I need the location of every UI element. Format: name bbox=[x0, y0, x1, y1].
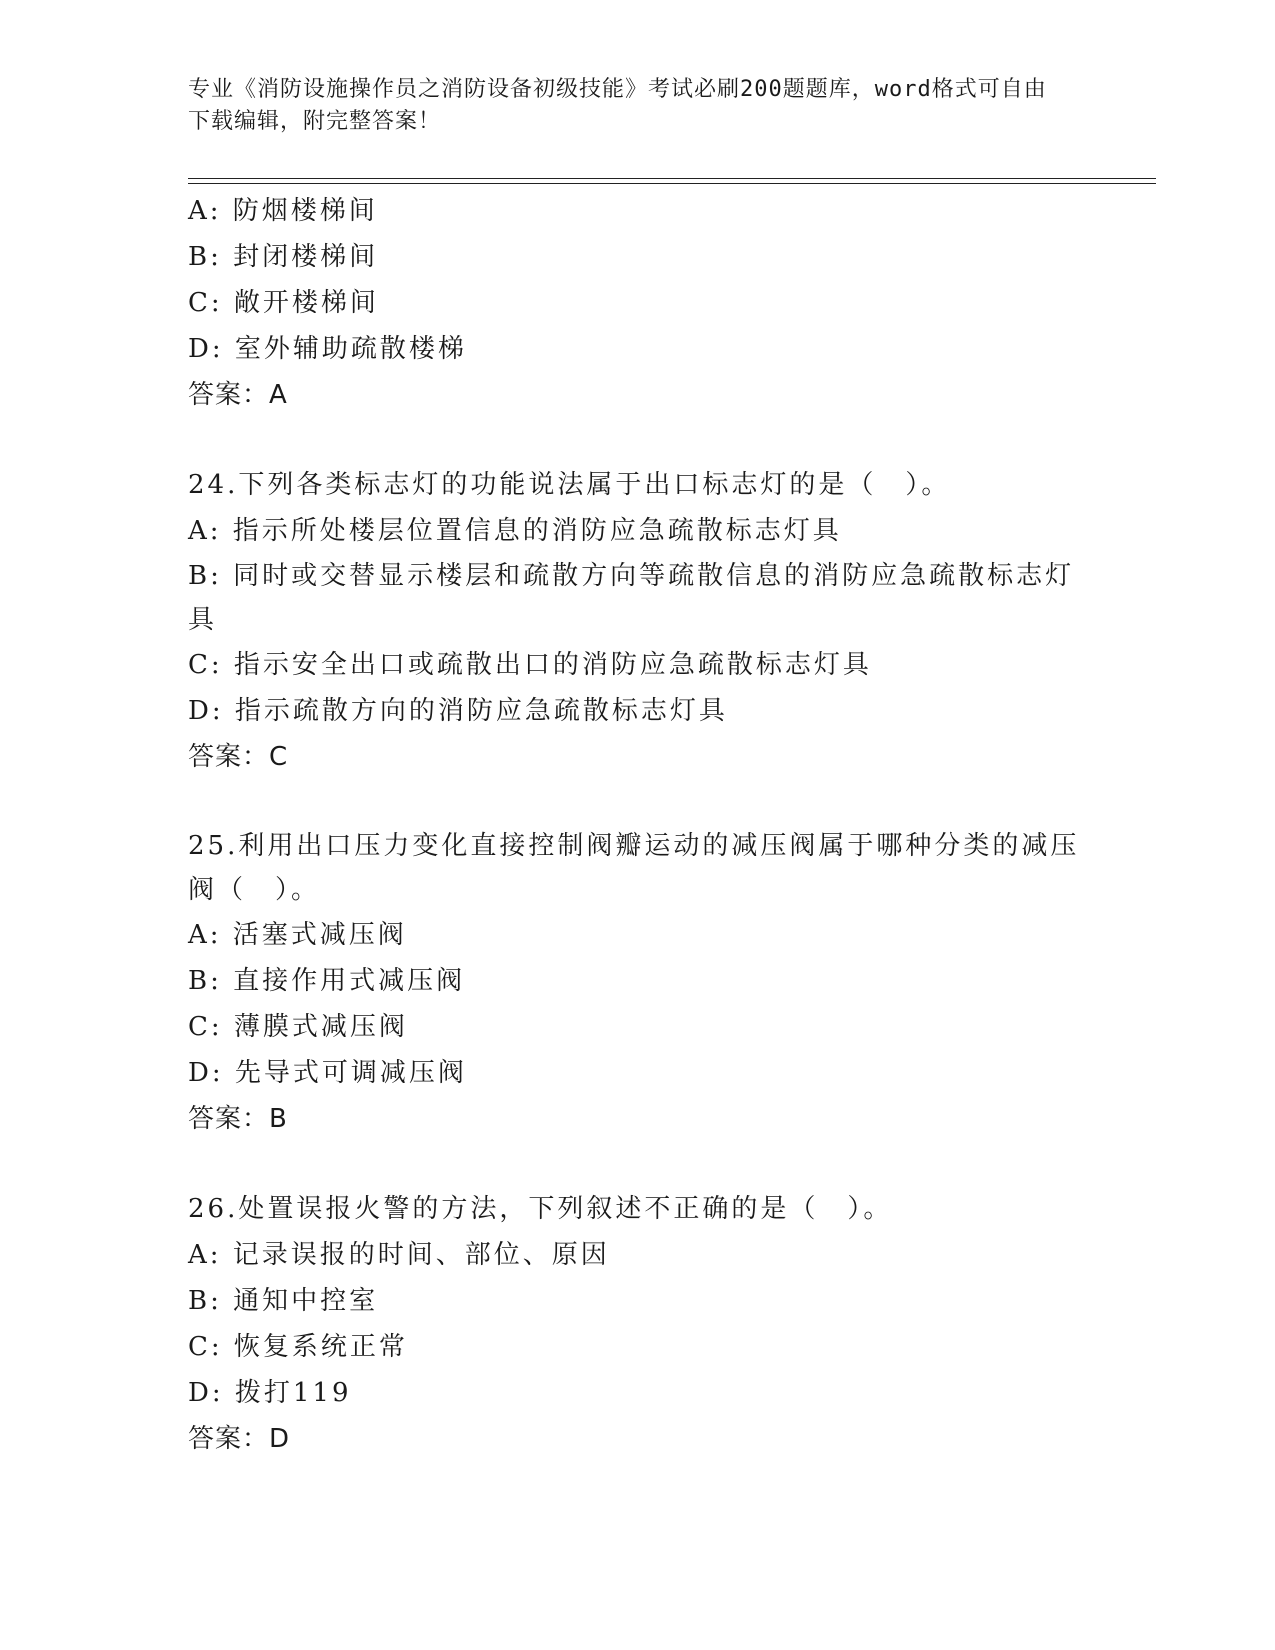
option-a: A: 活塞式减压阀 bbox=[188, 920, 407, 950]
option-c: C: 指示安全出口或疏散出口的消防应急疏散标志灯具 bbox=[188, 650, 872, 680]
answer: 答案：B bbox=[188, 1104, 288, 1134]
question-26 bbox=[188, 1186, 1088, 1462]
option-d: D: 室外辅助疏散楼梯 bbox=[188, 334, 467, 364]
question-list bbox=[188, 188, 1088, 1462]
option-b: B: 通知中控室 bbox=[188, 1286, 379, 1316]
option-a: A: 指示所处楼层位置信息的消防应急疏散标志灯具 bbox=[188, 516, 842, 546]
question-text: 24.下列各类标志灯的功能说法属于出口标志灯的是（ ）。 bbox=[188, 470, 951, 500]
answer: 答案：C bbox=[188, 742, 289, 772]
question-text: 26.处置误报火警的方法，下列叙述不正确的是（ ）。 bbox=[188, 1194, 893, 1224]
question-23 bbox=[188, 188, 1088, 418]
option-d: D: 指示疏散方向的消防应急疏散标志灯具 bbox=[188, 696, 728, 726]
answer: 答案：D bbox=[188, 1424, 291, 1454]
option-a: A: 防烟楼梯间 bbox=[188, 196, 378, 226]
question-24 bbox=[188, 462, 1088, 780]
question-text: 25.利用出口压力变化直接控制阀瓣运动的减压阀属于哪种分类的减压阀（ ）。 bbox=[188, 831, 1080, 905]
option-b: B: 直接作用式减压阀 bbox=[188, 966, 466, 996]
header-rule-top bbox=[188, 178, 1156, 179]
spacer bbox=[188, 1142, 1088, 1186]
spacer bbox=[188, 418, 1088, 462]
option-a: A: 记录误报的时间、部位、原因 bbox=[188, 1240, 610, 1270]
option-d: D: 先导式可调减压阀 bbox=[188, 1058, 467, 1088]
option-c: C: 薄膜式减压阀 bbox=[188, 1012, 408, 1042]
question-25 bbox=[188, 824, 1088, 1142]
option-c: C: 恢复系统正常 bbox=[188, 1332, 408, 1362]
option-c: C: 敞开楼梯间 bbox=[188, 288, 379, 318]
document-header: 专业《消防设施操作员之消防设备初级技能》考试必刷200题题库，word格式可自由下载编辑，附完整答案！ bbox=[188, 77, 1047, 134]
header-rule-bottom bbox=[188, 183, 1156, 184]
spacer bbox=[188, 780, 1088, 824]
option-b: B: 封闭楼梯间 bbox=[188, 242, 379, 272]
option-b: B: 同时或交替显示楼层和疏散方向等疏散信息的消防应急疏散标志灯具 bbox=[188, 561, 1075, 635]
option-d: D: 拨打119 bbox=[188, 1378, 352, 1408]
answer: 答案：A bbox=[188, 380, 288, 410]
